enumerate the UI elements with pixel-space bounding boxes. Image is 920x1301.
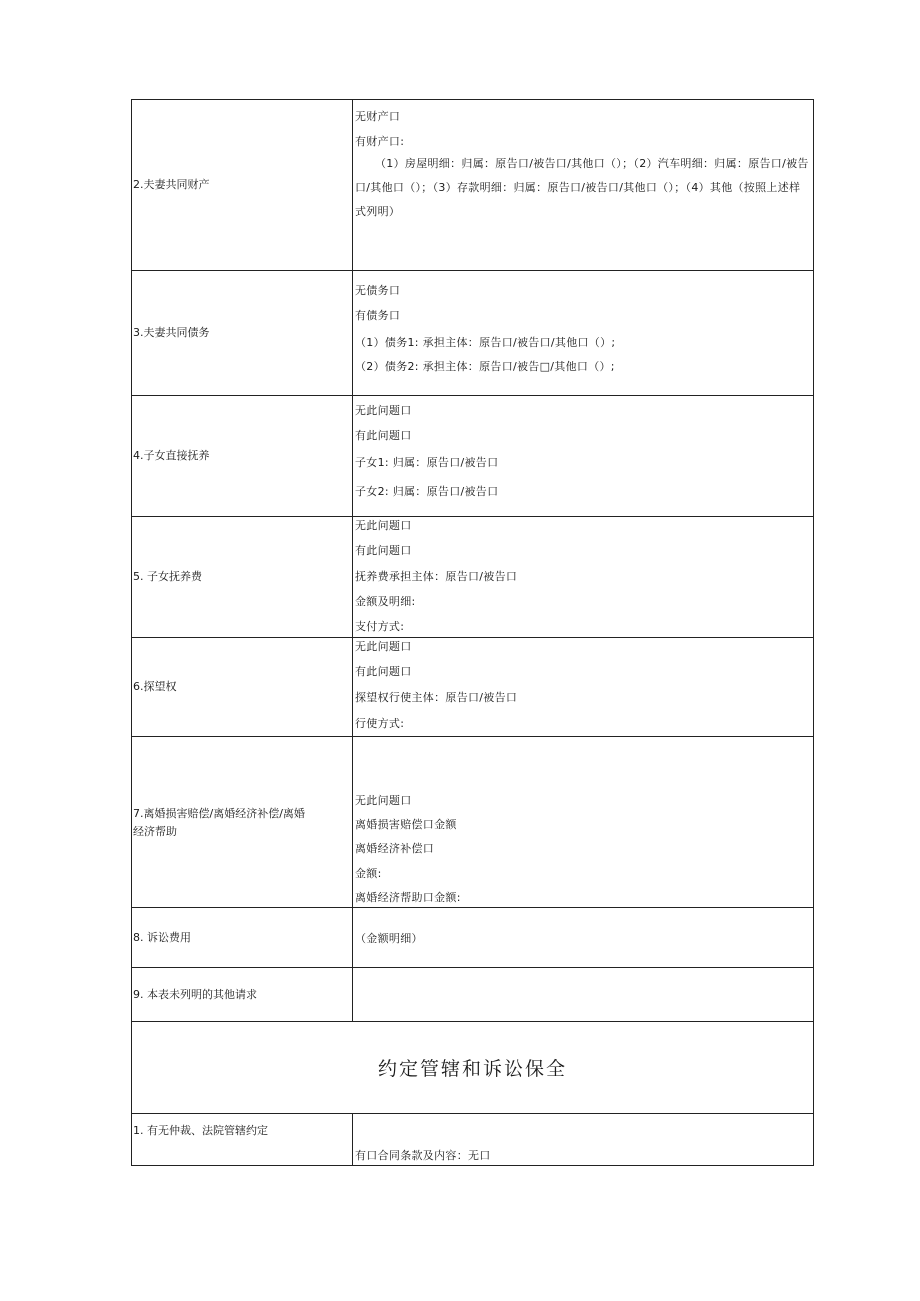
option-no-issue[interactable]: 无此问题口	[355, 519, 412, 532]
option-no-issue[interactable]: 无此问题口	[355, 794, 412, 807]
property-details: （1）房屋明细：归属：原告口/被告口/其他口（）；（2）汽车明细：归属：原告口/被告口/其他口（）；（3）存款明细：归属：原告口/被告口/其他口（）；（4）其他（按照上述样式列明）	[355, 157, 809, 218]
option-no-debt[interactable]: 无债务口	[355, 284, 401, 297]
row-label: 8. 诉讼费用	[132, 908, 353, 967]
row-label: 5. 子女抚养费	[132, 517, 353, 637]
row-content	[353, 1114, 814, 1165]
row-label: 4.子女直接抚养	[132, 396, 353, 516]
debt-item-2: （2）债务2: 承担主体：原告口/被告□/其他口（）;	[355, 360, 615, 373]
visitation-method: 行使方式:	[355, 717, 405, 730]
row-other-claims	[132, 968, 814, 1022]
support-payer: 抚养费承担主体：原告口/被告口	[355, 570, 518, 583]
option-no-issue[interactable]: 无此问题口	[355, 640, 412, 653]
row-child-support	[132, 517, 814, 638]
row-joint-debt	[132, 271, 814, 396]
row-content	[353, 517, 814, 637]
row-visitation	[132, 638, 814, 737]
row-content	[353, 100, 814, 270]
amount-details: （金额明细）	[355, 932, 423, 945]
row-content	[353, 396, 814, 516]
row-child-custody	[132, 396, 814, 517]
row-label: 1. 有无仲裁、法院管辖约定	[132, 1114, 353, 1165]
row-label: 3.夫妻共同债务	[132, 271, 353, 395]
complaint-form-table	[131, 99, 814, 1166]
payment-method: 支付方式:	[355, 620, 405, 633]
option-no-issue[interactable]: 无此问题口	[355, 404, 412, 417]
option-has-debt[interactable]: 有债务口	[355, 309, 401, 322]
compensation-amount: 金额:	[355, 867, 382, 880]
row-content	[353, 638, 814, 736]
row-content	[353, 908, 814, 967]
option-has-issue[interactable]: 有此问题口	[355, 544, 412, 557]
option-economic-assistance[interactable]: 离婚经济帮助口金额:	[355, 891, 461, 904]
row-jurisdiction-agreement	[132, 1114, 814, 1166]
option-economic-compensation[interactable]: 离婚经济补偿口	[355, 842, 435, 855]
row-joint-property	[132, 100, 814, 271]
row-litigation-costs	[132, 908, 814, 968]
jurisdiction-options[interactable]: 有口合同条款及内容：无口	[355, 1149, 491, 1162]
support-amount: 金额及明细:	[355, 595, 416, 608]
row-label: 6.探望权	[132, 638, 353, 736]
row-content	[353, 737, 814, 907]
visitation-holder: 探望权行使主体：原告口/被告口	[355, 691, 518, 704]
row-label: 9. 本表未列明的其他请求	[132, 968, 353, 1021]
section-header	[132, 1022, 814, 1114]
row-label	[132, 737, 353, 907]
option-damage-compensation[interactable]: 离婚损害赔偿口金额	[355, 818, 457, 831]
option-no-property[interactable]: 无财产口	[355, 110, 401, 123]
row-divorce-compensation	[132, 737, 814, 908]
row-content	[353, 271, 814, 395]
row-label: 2.夫妻共同财产	[132, 100, 353, 270]
option-has-issue[interactable]: 有此问题口	[355, 429, 412, 442]
row-label-text: 7.离婚损害赔偿/离婚经济补偿/离婚经济帮助	[133, 807, 305, 838]
child-1: 子女1: 归属：原告口/被告口	[355, 456, 499, 469]
section-title: 约定管辖和诉讼保全	[132, 1022, 814, 1113]
debt-item-1: （1）债务1: 承担主体：原告口/被告口/其他口（）;	[355, 336, 616, 349]
child-2: 子女2: 归属：原告口/被告口	[355, 485, 499, 498]
option-has-property[interactable]: 有财产口:	[355, 135, 405, 148]
other-claims-field[interactable]	[353, 968, 814, 1021]
option-has-issue[interactable]: 有此问题口	[355, 665, 412, 678]
